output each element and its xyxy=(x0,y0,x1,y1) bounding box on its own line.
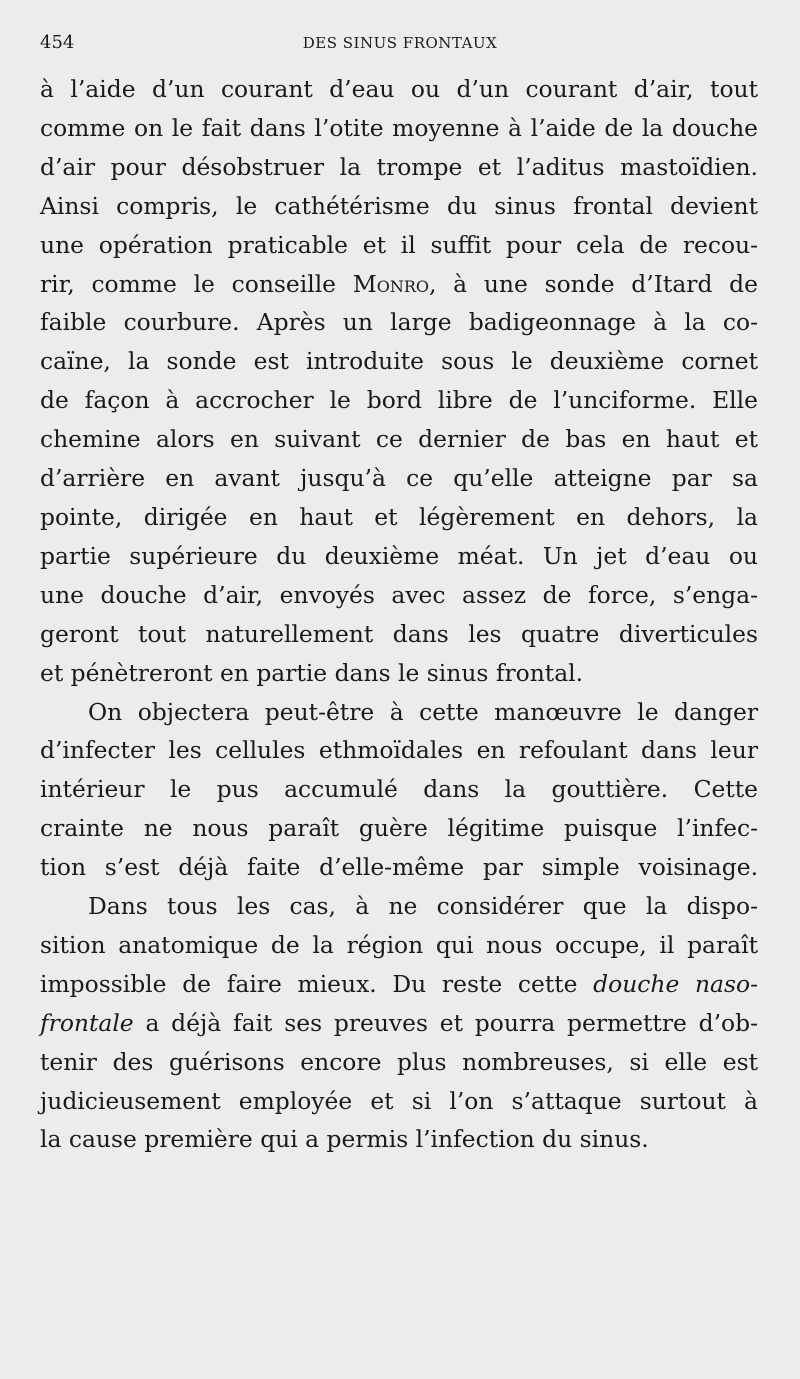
text-line: frontale a déjà fait ses preuves et pourra permettre d’ob- xyxy=(40,1008,758,1037)
text-line: On objectera peut-être à cette manœuvre le danger xyxy=(88,697,758,726)
text-line: comme on le fait dans l’otite moyenne à l’aide de la douche xyxy=(40,113,758,142)
italic-term: douche naso- xyxy=(593,969,758,998)
text-line: rir, comme le conseille Monro, à une sonde d’Itard de xyxy=(40,269,758,298)
text-line: chemine alors en suivant ce dernier de bas en haut et xyxy=(40,425,758,454)
text-line: et pénètreront en partie dans le sinus frontal. xyxy=(40,658,584,687)
text-line: tion s’est déjà faite d’elle-même par simple voisinage. xyxy=(40,853,758,882)
text-line: Ainsi compris, le cathétérisme du sinus frontal devient xyxy=(40,191,758,220)
text-line: impossible de faire mieux. Du reste cette douche naso- xyxy=(40,969,758,998)
text-line: une douche d’air, envoyés avec assez de force, s’enga- xyxy=(40,580,758,609)
text-line: crainte ne nous paraît guère légitime puisque l’infec- xyxy=(40,814,758,843)
text-line: intérieur le pus accumulé dans la gouttière. Cette xyxy=(40,775,758,804)
paragraph xyxy=(40,70,758,693)
italic-term: frontale xyxy=(40,1008,134,1037)
text-line: geront tout naturellement dans les quatre diverticules xyxy=(40,619,758,648)
text-line: à l’aide d’un courant d’eau ou d’un courant d’air, tout xyxy=(40,75,758,103)
paragraph xyxy=(40,693,758,888)
small-caps-name: Monro xyxy=(352,269,429,298)
text-line: d’infecter les cellules ethmoïdales en refoulant dans leur xyxy=(40,736,758,765)
paragraph xyxy=(40,887,758,1159)
text-line: partie supérieure du deuxième méat. Un jet d’eau ou xyxy=(40,541,758,570)
text-line: pointe, dirigée en haut et légèrement en dehors, la xyxy=(40,502,758,531)
page-header xyxy=(40,32,760,58)
running-head: DES SINUS FRONTAUX xyxy=(302,34,498,52)
page-body xyxy=(40,70,758,1159)
text-line: d’arrière en avant jusqu’à ce qu’elle atteigne par sa xyxy=(40,464,758,493)
text-line: Dans tous les cas, à ne considérer que la dispo- xyxy=(88,892,758,921)
text-line: la cause première qui a permis l’infection du sinus. xyxy=(40,1125,649,1154)
text-line: de façon à accrocher le bord libre de l’unciforme. Elle xyxy=(40,386,758,415)
text-line: sition anatomique de la région qui nous occupe, il paraît xyxy=(40,930,758,959)
text-line: tenir des guérisons encore plus nombreuses, si elle est xyxy=(40,1047,758,1076)
text-line: caïne, la sonde est introduite sous le deuxième cornet xyxy=(40,347,758,376)
text-line: judicieusement employée et si l’on s’attaque surtout à xyxy=(40,1086,758,1115)
text-line: d’air pour désobstruer la trompe et l’aditus mastoïdien. xyxy=(40,152,758,181)
text-line: faible courbure. Après un large badigeonnage à la co- xyxy=(40,308,758,337)
text-line: une opération praticable et il suffit pour cela de recou- xyxy=(40,230,758,259)
page-number: 454 xyxy=(40,32,75,53)
